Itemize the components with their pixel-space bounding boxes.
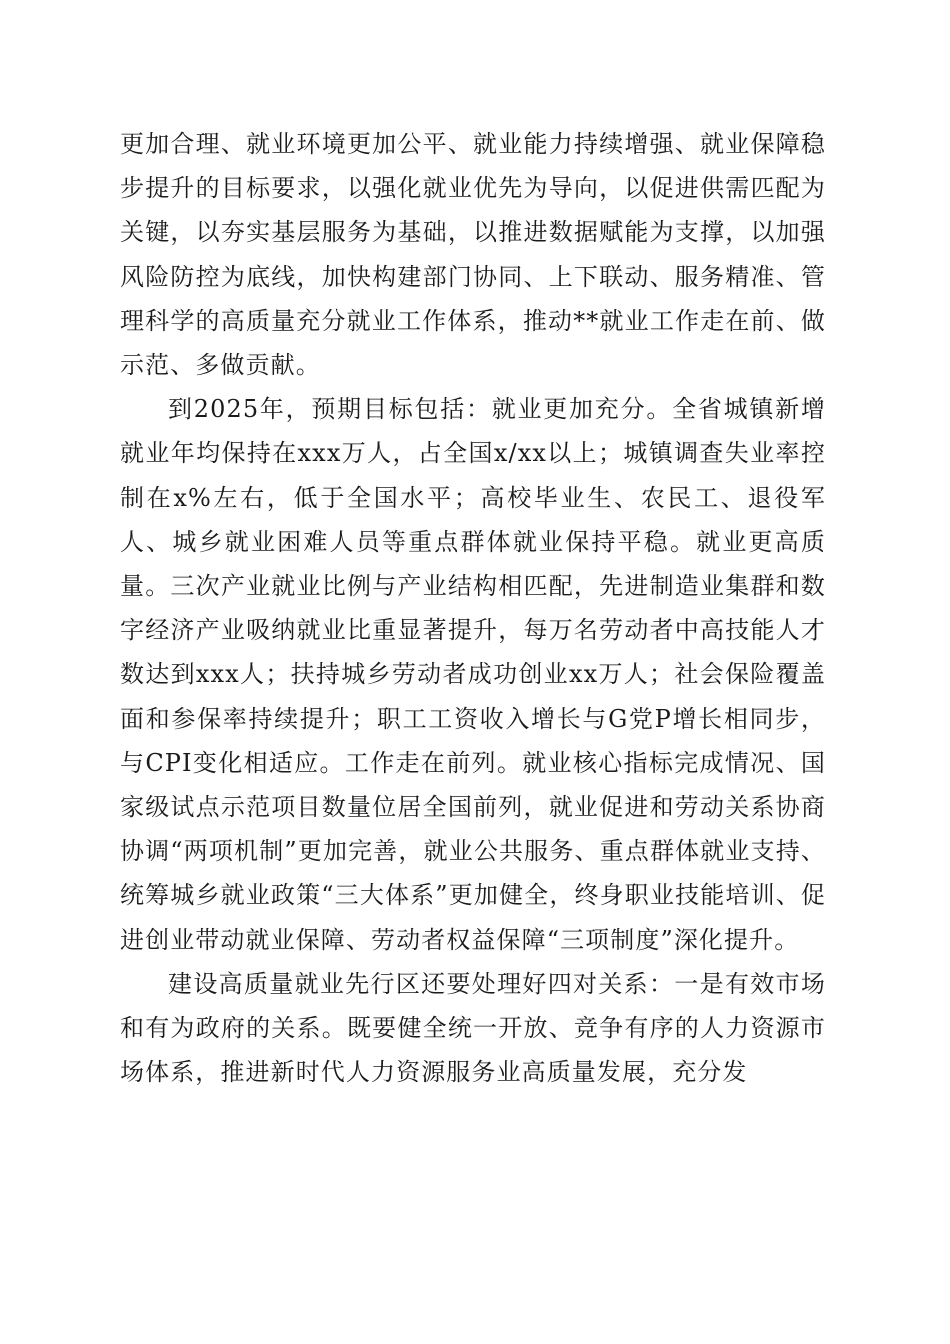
paragraph-continuation: 更加合理、就业环境更加公平、就业能力持续增强、就业保障稳步提升的目标要求，以强化就业优先为导向，以促进供需匹配为关键，以夯实基层服务为基础，以推进数据赋能为支撑，以加强风险防控为底线，加快构建部门协同、上下联动、服务精准、管理科学的高质量充分就业工作体系，推动**就业工作走在前、做示范、多做贡献。 xyxy=(120,130,826,380)
document-body xyxy=(120,122,826,1094)
paragraph-four-relations: 建设高质量就业先行区还要处理好四对关系：一是有效市场和有为政府的关系。既要健全统一开放、竞争有序的人力资源市场体系，推进新时代人力资源服务业高质量发展，充分发 xyxy=(120,969,826,1087)
paragraph-targets-2025: 到2025年，预期目标包括：就业更加充分。全省城镇新增就业年均保持在xxx万人，占全国x/xx以上；城镇调查失业率控制在x%左右，低于全国水平；高校毕业生、农民工、退役军人、城乡就业困难人员等重点群体就业保持平稳。就业更高质量。三次产业就业比例与产业结构相匹配，先进制造业集群和数字经济产业吸纳就业比重显著提升，每万名劳动者中高技能人才数达到xxx人；扶持城乡劳动者成功创业xx万人；社会保险覆盖面和参保率持续提升；职工工资收入增长与G党P增长相同步，与CPI变化相适应。工作走在前列。就业核心指标完成情况、国家级试点示范项目数量位居全国前列，就业促进和劳动关系协商协调“两项机制”更加完善，就业公共服务、重点群体就业支持、统筹城乡就业政策“三大体系”更加健全，终身职业技能培训、促进创业带动就业保障、劳动者权益保障“三项制度”深化提升。 xyxy=(120,395,826,954)
